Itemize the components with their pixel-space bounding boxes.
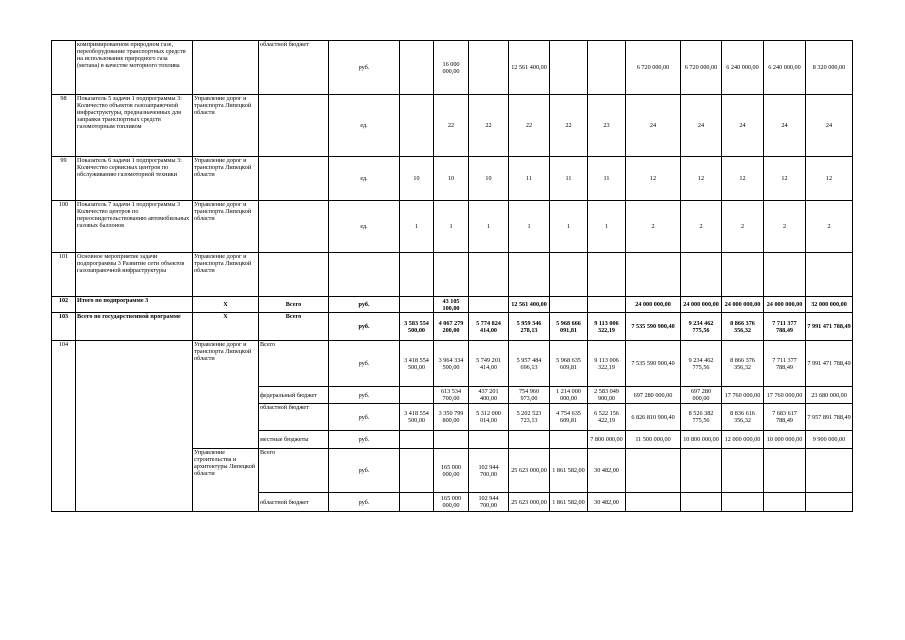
value-2019 — [588, 253, 626, 297]
value-2023: 24 — [764, 95, 806, 157]
value-2021: 8 526 382 775,56 — [681, 404, 722, 431]
value-2022: 2 — [722, 201, 764, 253]
row-source — [259, 95, 329, 157]
row-number: 103 — [52, 313, 76, 341]
value-2016: 5 312 000 014,00 — [469, 404, 509, 431]
value-2014 — [400, 387, 434, 404]
row-executor: Управление строительства и архитектуры Липецкой области — [193, 449, 259, 512]
table-row — [52, 341, 853, 387]
value-2016: 437 201 400,00 — [469, 387, 509, 404]
value-2023: 10 000 000,00 — [764, 431, 806, 449]
value-2023: 7 711 377 788,49 — [764, 341, 806, 387]
row-unit: руб. — [329, 341, 400, 387]
row-unit: руб. — [329, 297, 400, 313]
value-2017: 5 957 484 696,13 — [509, 341, 550, 387]
value-2014: 3 418 554 500,00 — [400, 341, 434, 387]
value-2017: 5 959 346 278,13 — [509, 313, 550, 341]
value-2015: 22 — [434, 95, 469, 157]
row-executor: Управление дорог и транспорта Липецкой области — [193, 95, 259, 157]
row-number: 98 — [52, 95, 76, 157]
row-source: Всего — [259, 313, 329, 341]
value-2017: 25 623 000,00 — [509, 449, 550, 493]
row-executor: Х — [193, 297, 259, 313]
value-2022: 24 — [722, 95, 764, 157]
value-2022: 8 866 376 356,32 — [722, 313, 764, 341]
value-2019: 2 583 049 900,00 — [588, 387, 626, 404]
value-2024: 12 — [806, 157, 853, 201]
value-2024: 7 991 471 788,49 — [806, 313, 853, 341]
value-2023: 7 683 617 788,49 — [764, 404, 806, 431]
value-2021 — [681, 449, 722, 493]
value-2018: 4 754 635 609,81 — [550, 404, 588, 431]
value-2014 — [400, 431, 434, 449]
value-2015 — [434, 431, 469, 449]
value-2014: 3 418 554 500,00 — [400, 404, 434, 431]
value-2024: 7 991 471 788,49 — [806, 341, 853, 387]
value-2015: 1 — [434, 201, 469, 253]
value-2017: 5 202 523 723,13 — [509, 404, 550, 431]
value-2018: 1 861 582,00 — [550, 493, 588, 512]
row-executor: Управление дорог и транспорта Липецкой области — [193, 157, 259, 201]
value-2021: 24 000 000,00 — [681, 297, 722, 313]
value-2015 — [434, 253, 469, 297]
value-2019: 11 — [588, 157, 626, 201]
row-unit: ед. — [329, 95, 400, 157]
value-2019: 1 — [588, 201, 626, 253]
value-2017: 12 561 400,00 — [509, 41, 550, 95]
row-source: Всего — [259, 341, 329, 387]
value-2017: 12 561 400,00 — [509, 297, 550, 313]
value-2016: 102 944 700,00 — [469, 449, 509, 493]
value-2022 — [722, 493, 764, 512]
value-2021: 9 234 462 775,56 — [681, 313, 722, 341]
value-2021: 10 800 000,00 — [681, 431, 722, 449]
value-2022: 17 760 000,00 — [722, 387, 764, 404]
value-2020 — [626, 493, 681, 512]
value-2023: 6 240 000,00 — [764, 41, 806, 95]
value-2018 — [550, 41, 588, 95]
value-2024: 23 680 000,00 — [806, 387, 853, 404]
value-2014 — [400, 253, 434, 297]
row-executor: Х — [193, 313, 259, 341]
row-number: 104 — [52, 341, 76, 512]
row-unit: руб. — [329, 41, 400, 95]
value-2016: 102 944 700,00 — [469, 493, 509, 512]
value-2019 — [588, 41, 626, 95]
row-number: 100 — [52, 201, 76, 253]
row-source — [259, 201, 329, 253]
value-2020: 2 — [626, 201, 681, 253]
row-unit: руб. — [329, 313, 400, 341]
value-2023: 2 — [764, 201, 806, 253]
value-2024: 24 — [806, 95, 853, 157]
value-2018: 5 968 666 091,81 — [550, 313, 588, 341]
table-row — [52, 41, 853, 95]
value-2023: 12 — [764, 157, 806, 201]
value-2019: 6 522 156 422,19 — [588, 404, 626, 431]
value-2023 — [764, 253, 806, 297]
value-2018 — [550, 253, 588, 297]
value-2020: 24 — [626, 95, 681, 157]
row-unit: руб. — [329, 404, 400, 431]
value-2023: 24 000 000,00 — [764, 297, 806, 313]
row-description: Показатель 6 задачи 1 подпрограммы 3: Количество сервисных центров по обслуживанию газомоторной техники — [76, 157, 193, 201]
value-2019: 9 113 006 322,19 — [588, 341, 626, 387]
value-2023 — [764, 449, 806, 493]
value-2022: 6 240 000,00 — [722, 41, 764, 95]
row-description — [76, 341, 193, 512]
value-2020 — [626, 253, 681, 297]
value-2019: 30 482,00 — [588, 449, 626, 493]
row-source: областной бюджет — [259, 41, 329, 95]
value-2022 — [722, 449, 764, 493]
row-description: компримированном природном газе, переоборудование транспортных средств на использование природного газа (метана) в качестве моторного топлива — [76, 41, 193, 95]
row-description: Основное мероприятие задачи подпрограммы 3 Развитие сети объектов газозаправочной инфраструктуры — [76, 253, 193, 297]
row-source: местные бюджеты — [259, 431, 329, 449]
table-row — [52, 157, 853, 201]
table-row-subtotal — [52, 297, 853, 313]
row-source: областной бюджет — [259, 404, 329, 431]
value-2015: 613 534 700,00 — [434, 387, 469, 404]
value-2019 — [588, 297, 626, 313]
value-2023: 7 711 377 788,49 — [764, 313, 806, 341]
value-2016 — [469, 431, 509, 449]
value-2019: 9 113 006 322,19 — [588, 313, 626, 341]
value-2016 — [469, 297, 509, 313]
value-2024 — [806, 493, 853, 512]
value-2020: 24 000 000,00 — [626, 297, 681, 313]
value-2016: 22 — [469, 95, 509, 157]
value-2017 — [509, 431, 550, 449]
value-2020: 7 535 590 900,40 — [626, 313, 681, 341]
value-2017: 1 — [509, 201, 550, 253]
value-2018: 22 — [550, 95, 588, 157]
row-unit: руб. — [329, 493, 400, 512]
value-2015: 165 000 000,00 — [434, 449, 469, 493]
value-2018 — [550, 297, 588, 313]
value-2016: 10 — [469, 157, 509, 201]
value-2017: 11 — [509, 157, 550, 201]
row-source — [259, 253, 329, 297]
value-2024 — [806, 253, 853, 297]
value-2023: 17 760 000,00 — [764, 387, 806, 404]
value-2024: 32 000 000,00 — [806, 297, 853, 313]
value-2014 — [400, 95, 434, 157]
value-2021: 24 — [681, 95, 722, 157]
value-2018: 11 — [550, 157, 588, 201]
value-2018: 1 214 000 000,00 — [550, 387, 588, 404]
document-page — [51, 40, 852, 512]
row-unit: ед. — [329, 157, 400, 201]
value-2015: 3 350 799 800,00 — [434, 404, 469, 431]
value-2017: 754 960 973,00 — [509, 387, 550, 404]
value-2018: 1 861 582,00 — [550, 449, 588, 493]
row-executor: Управление дорог и транспорта Липецкой области — [193, 253, 259, 297]
value-2015: 3 964 334 500,00 — [434, 341, 469, 387]
value-2016: 1 — [469, 201, 509, 253]
row-description: Показатель 5 задачи 1 подпрограммы 3: Количество объектов газозаправочной инфраструктуры, предназначенных для заправки транспортных средств газомоторным топливом — [76, 95, 193, 157]
value-2014: 3 583 554 500,00 — [400, 313, 434, 341]
value-2015: 165 000 000,00 — [434, 493, 469, 512]
row-number: 102 — [52, 297, 76, 313]
value-2020: 6 720 000,00 — [626, 41, 681, 95]
value-2017: 22 — [509, 95, 550, 157]
value-2020: 6 826 810 900,40 — [626, 404, 681, 431]
value-2014 — [400, 449, 434, 493]
value-2015: 4 067 279 200,00 — [434, 313, 469, 341]
value-2019: 7 800 000,00 — [588, 431, 626, 449]
row-unit: ед. — [329, 201, 400, 253]
value-2023 — [764, 493, 806, 512]
value-2018: 1 — [550, 201, 588, 253]
value-2020: 12 — [626, 157, 681, 201]
value-2016 — [469, 41, 509, 95]
row-unit: руб. — [329, 431, 400, 449]
value-2014 — [400, 297, 434, 313]
row-source — [259, 157, 329, 201]
value-2014: 1 — [400, 201, 434, 253]
row-unit: руб. — [329, 449, 400, 493]
value-2022: 12 — [722, 157, 764, 201]
value-2024: 8 320 000,00 — [806, 41, 853, 95]
value-2020 — [626, 449, 681, 493]
value-2021 — [681, 493, 722, 512]
value-2024 — [806, 449, 853, 493]
row-description: Всего по государственной программе — [76, 313, 193, 341]
value-2016: 5 774 824 414,00 — [469, 313, 509, 341]
value-2024: 7 957 891 788,49 — [806, 404, 853, 431]
value-2014 — [400, 493, 434, 512]
value-2015: 43 105 100,00 — [434, 297, 469, 313]
row-unit — [329, 253, 400, 297]
value-2017 — [509, 253, 550, 297]
row-executor: Управление дорог и транспорта Липецкой области — [193, 201, 259, 253]
value-2024: 2 — [806, 201, 853, 253]
value-2016 — [469, 253, 509, 297]
value-2022: 12 000 000,00 — [722, 431, 764, 449]
value-2021 — [681, 253, 722, 297]
value-2020: 697 280 000,00 — [626, 387, 681, 404]
row-source: областной бюджет — [259, 493, 329, 512]
value-2015: 16 000 000,00 — [434, 41, 469, 95]
row-source: федеральный бюджет — [259, 387, 329, 404]
value-2019: 30 482,00 — [588, 493, 626, 512]
row-description: Показатель 7 задачи 1 подпрограммы 3 Количество центров по переосвидетельствованию автомобильных газовых баллонов — [76, 201, 193, 253]
value-2024: 9 900 000,00 — [806, 431, 853, 449]
value-2022 — [722, 253, 764, 297]
value-2019: 23 — [588, 95, 626, 157]
row-source: Всего — [259, 297, 329, 313]
value-2015: 10 — [434, 157, 469, 201]
value-2021: 697 280 000,00 — [681, 387, 722, 404]
value-2021: 2 — [681, 201, 722, 253]
row-number: 99 — [52, 157, 76, 201]
row-description: Итого по подпрограмме 3 — [76, 297, 193, 313]
value-2022: 8 836 616 356,32 — [722, 404, 764, 431]
value-2022: 8 866 376 356,32 — [722, 341, 764, 387]
value-2020: 7 535 590 900,40 — [626, 341, 681, 387]
value-2018: 5 968 635 609,81 — [550, 341, 588, 387]
value-2022: 24 000 000,00 — [722, 297, 764, 313]
value-2021: 9 234 462 775,56 — [681, 341, 722, 387]
value-2016: 5 749 201 414,00 — [469, 341, 509, 387]
row-source: Всего — [259, 449, 329, 493]
value-2014: 10 — [400, 157, 434, 201]
value-2021: 6 720 000,00 — [681, 41, 722, 95]
value-2014 — [400, 41, 434, 95]
row-unit: руб. — [329, 387, 400, 404]
table-row — [52, 201, 853, 253]
table-row — [52, 253, 853, 297]
table-row-total — [52, 313, 853, 341]
value-2017: 25 623 000,00 — [509, 493, 550, 512]
row-number — [52, 41, 76, 95]
table-row — [52, 95, 853, 157]
value-2018 — [550, 431, 588, 449]
program-indicators-table — [51, 40, 853, 512]
value-2020: 11 500 000,00 — [626, 431, 681, 449]
row-executor — [193, 41, 259, 95]
row-number: 101 — [52, 253, 76, 297]
row-executor: Управление дорог и транспорта Липецкой области — [193, 341, 259, 449]
value-2021: 12 — [681, 157, 722, 201]
